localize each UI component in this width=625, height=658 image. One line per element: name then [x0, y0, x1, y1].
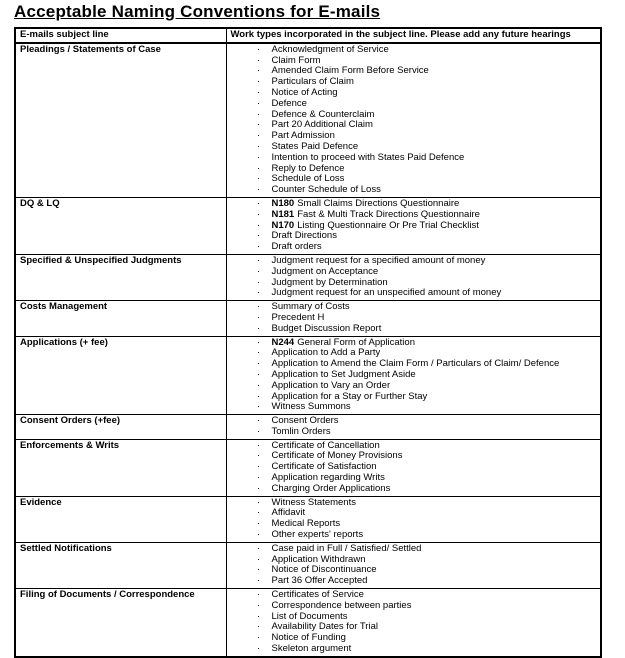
bullet-icon: · [256, 518, 261, 530]
bullet-icon: · [256, 599, 261, 611]
bullet-icon: · [256, 439, 261, 451]
page-title: Acceptable Naming Conventions for E-mails [14, 2, 381, 21]
list-item-text: Application Withdrawn [271, 553, 366, 565]
bullet-icon: · [256, 140, 261, 152]
table-row [15, 415, 601, 440]
list-item-text-rest: Listing Questionnaire Or Pre Trial Checklist [297, 219, 479, 231]
bullet-icon: · [256, 589, 261, 601]
bullet-icon: · [256, 119, 261, 131]
list-item-text: Draft orders [271, 241, 322, 253]
bullet-icon: · [256, 482, 261, 494]
table-row [15, 336, 601, 415]
list-item-text: Certificate of Satisfaction [271, 461, 377, 473]
bullet-icon: · [256, 219, 261, 231]
worktypes-cell [226, 336, 601, 415]
list-item-text: Application for a Stay or Further Stay [271, 390, 428, 402]
bullet-icon: · [256, 358, 261, 370]
bullet-icon: · [256, 151, 261, 163]
list-item-text: Medical Reports [271, 518, 341, 530]
form-code: N244 [271, 336, 295, 348]
bullet-icon: · [256, 553, 261, 565]
bullet-icon: · [256, 390, 261, 402]
list-item-text: Part 36 Offer Accepted [271, 575, 368, 587]
worktypes-cell [226, 254, 601, 300]
bullet-icon: · [256, 173, 261, 185]
list-item-text: Judgment on Acceptance [271, 265, 379, 277]
list-item-text: Part Admission [271, 130, 335, 142]
list-item [227, 153, 599, 164]
category-cell: Settled Notifications [15, 542, 226, 588]
worktypes-cell [226, 439, 601, 496]
bullet-icon: · [256, 529, 261, 541]
category-cell: Pleadings / Statements of Case [15, 43, 226, 198]
bullet-icon: · [256, 564, 261, 576]
table-header-row [15, 28, 601, 43]
list-item-text: Schedule of Loss [271, 173, 345, 185]
bullet-icon: · [256, 542, 261, 554]
list-item [227, 576, 599, 587]
list-item [227, 324, 599, 335]
list-item-text-rest: General Form of Application [297, 336, 415, 348]
list-item-text: List of Documents [271, 610, 348, 622]
bullet-icon: · [256, 86, 261, 98]
worktypes-cell [226, 496, 601, 542]
category-cell: Applications (+ fee) [15, 336, 226, 415]
worktypes-cell [226, 197, 601, 254]
list-item-text: Budget Discussion Report [271, 322, 382, 334]
header-cell-work-types: Work types incorporated in the subject line. Please add any future hearings [226, 28, 601, 43]
list-item-text: Witness Statements [271, 496, 356, 508]
bullet-icon: · [256, 208, 261, 220]
list-item-text: Affidavit [271, 507, 306, 519]
bullet-icon: · [256, 254, 261, 266]
list-item-text: Certificate of Money Provisions [271, 450, 403, 462]
list-item [227, 644, 599, 655]
list-item-text: Application to Add a Party [271, 347, 381, 359]
bullet-icon: · [256, 65, 261, 77]
bullet-icon: · [256, 450, 261, 462]
category-cell: Evidence [15, 496, 226, 542]
list-item [227, 99, 599, 110]
table-row [15, 254, 601, 300]
list-item-text: Acknowledgment of Service [271, 43, 389, 55]
list-item-text: Skeleton argument [271, 643, 352, 655]
list-item [227, 484, 599, 495]
list-item-text: Claim Form [271, 54, 321, 66]
list-item-text: Availability Dates for Trial [271, 621, 378, 633]
list-item-text: Notice of Acting [271, 86, 338, 98]
worktypes-cell [226, 301, 601, 336]
list-item-text: Judgment request for a specified amount of money [271, 254, 486, 266]
bullet-icon: · [256, 197, 261, 209]
bullet-icon: · [256, 301, 261, 313]
bullet-icon: · [256, 472, 261, 484]
bullet-icon: · [256, 415, 261, 427]
bullet-icon: · [256, 575, 261, 587]
bullet-icon: · [256, 507, 261, 519]
list-item-text: Summary of Costs [271, 301, 350, 313]
list-item-text: Intention to proceed with States Paid Defence [271, 151, 465, 163]
list-item-text: Application to Vary an Order [271, 379, 391, 391]
bullet-icon: · [256, 162, 261, 174]
list-item-text: Application to Set Judgment Aside [271, 368, 416, 380]
bullet-icon: · [256, 322, 261, 334]
bullet-icon: · [256, 632, 261, 644]
bullet-icon: · [256, 76, 261, 88]
bullet-icon: · [256, 347, 261, 359]
table-row [15, 589, 601, 657]
list-item-text: Defence & Counterclaim [271, 108, 375, 120]
worktypes-cell [226, 589, 601, 657]
bullet-icon: · [256, 276, 261, 288]
worktypes-cell [226, 43, 601, 198]
list-item-text-rest: Small Claims Directions Questionnaire [297, 197, 460, 209]
list-item [227, 530, 599, 541]
list-item-text: Notice of Discontinuance [271, 564, 377, 576]
worktypes-cell [226, 542, 601, 588]
list-item-text: Application to Amend the Claim Form / Particulars of Claim/ Defence [271, 358, 560, 370]
list-item-text: States Paid Defence [271, 140, 359, 152]
list-item [227, 45, 599, 56]
bullet-icon: · [256, 496, 261, 508]
table-row [15, 43, 601, 198]
worktypes-cell [226, 415, 601, 440]
list-item-text: Case paid in Full / Satisfied/ Settled [271, 542, 422, 554]
list-item-text: Correspondence between parties [271, 599, 412, 611]
list-item-text: Amended Claim Form Before Service [271, 65, 429, 77]
bullet-icon: · [256, 287, 261, 299]
category-cell: Consent Orders (+fee) [15, 415, 226, 440]
category-cell: Filing of Documents / Correspondence [15, 589, 226, 657]
list-item [227, 288, 599, 299]
bullet-icon: · [256, 230, 261, 242]
list-item-text: Draft Directions [271, 230, 337, 242]
list-item [227, 427, 599, 438]
list-item-text: Witness Summons [271, 401, 351, 413]
bullet-icon: · [256, 184, 261, 196]
bullet-icon: · [256, 265, 261, 277]
table-row [15, 197, 601, 254]
list-item [227, 242, 599, 253]
list-item [227, 185, 599, 196]
list-item-text: Notice of Funding [271, 632, 346, 644]
list-item-text: Other experts' reports [271, 529, 364, 541]
list-item-text: Certificate of Cancellation [271, 439, 380, 451]
table-row [15, 301, 601, 336]
bullet-icon: · [256, 379, 261, 391]
list-item-text: Counter Schedule of Loss [271, 184, 381, 196]
category-cell: Enforcements & Writs [15, 439, 226, 496]
table-row [15, 439, 601, 496]
list-item-text: Application regarding Writs [271, 472, 385, 484]
bullet-icon: · [256, 401, 261, 413]
list-item-text-rest: Fast & Multi Track Directions Questionnaire [297, 208, 480, 220]
form-code: N170 [271, 219, 295, 231]
bullet-icon: · [256, 43, 261, 55]
bullet-icon: · [256, 311, 261, 323]
category-cell: DQ & LQ [15, 197, 226, 254]
category-cell: Specified & Unspecified Judgments [15, 254, 226, 300]
list-item [227, 267, 599, 278]
table-row [15, 542, 601, 588]
list-item-text: Precedent H [271, 311, 325, 323]
list-item-text: Part 20 Additional Claim [271, 119, 373, 131]
bullet-icon: · [256, 425, 261, 437]
list-item [227, 381, 599, 392]
bullet-icon: · [256, 610, 261, 622]
list-item-text: Particulars of Claim [271, 76, 354, 88]
bullet-icon: · [256, 336, 261, 348]
bullet-icon: · [256, 54, 261, 66]
list-item-text: Defence [271, 97, 307, 109]
bullet-icon: · [256, 643, 261, 655]
bullet-icon: · [256, 97, 261, 109]
form-code: N180 [271, 197, 295, 209]
conventions-table [14, 27, 602, 658]
list-item-text: Reply to Defence [271, 162, 345, 174]
bullet-icon: · [256, 130, 261, 142]
bullet-icon: · [256, 621, 261, 633]
conventions-table-body [15, 43, 601, 657]
form-code: N181 [271, 208, 295, 220]
list-item-text: Tomlin Orders [271, 425, 331, 437]
bullet-icon: · [256, 368, 261, 380]
table-row [15, 496, 601, 542]
list-item-text: Consent Orders [271, 415, 339, 427]
list-item-text: Charging Order Applications [271, 482, 391, 494]
list-item-text: Judgment request for an unspecified amount of money [271, 287, 502, 299]
bullet-icon: · [256, 108, 261, 120]
list-item-text: Certificates of Service [271, 589, 364, 601]
list-item [227, 402, 599, 413]
bullet-icon: · [256, 241, 261, 253]
category-cell: Costs Management [15, 301, 226, 336]
header-cell-subject-line: E-mails subject line [15, 28, 226, 43]
list-item-text: Judgment by Determination [271, 276, 388, 288]
bullet-icon: · [256, 461, 261, 473]
